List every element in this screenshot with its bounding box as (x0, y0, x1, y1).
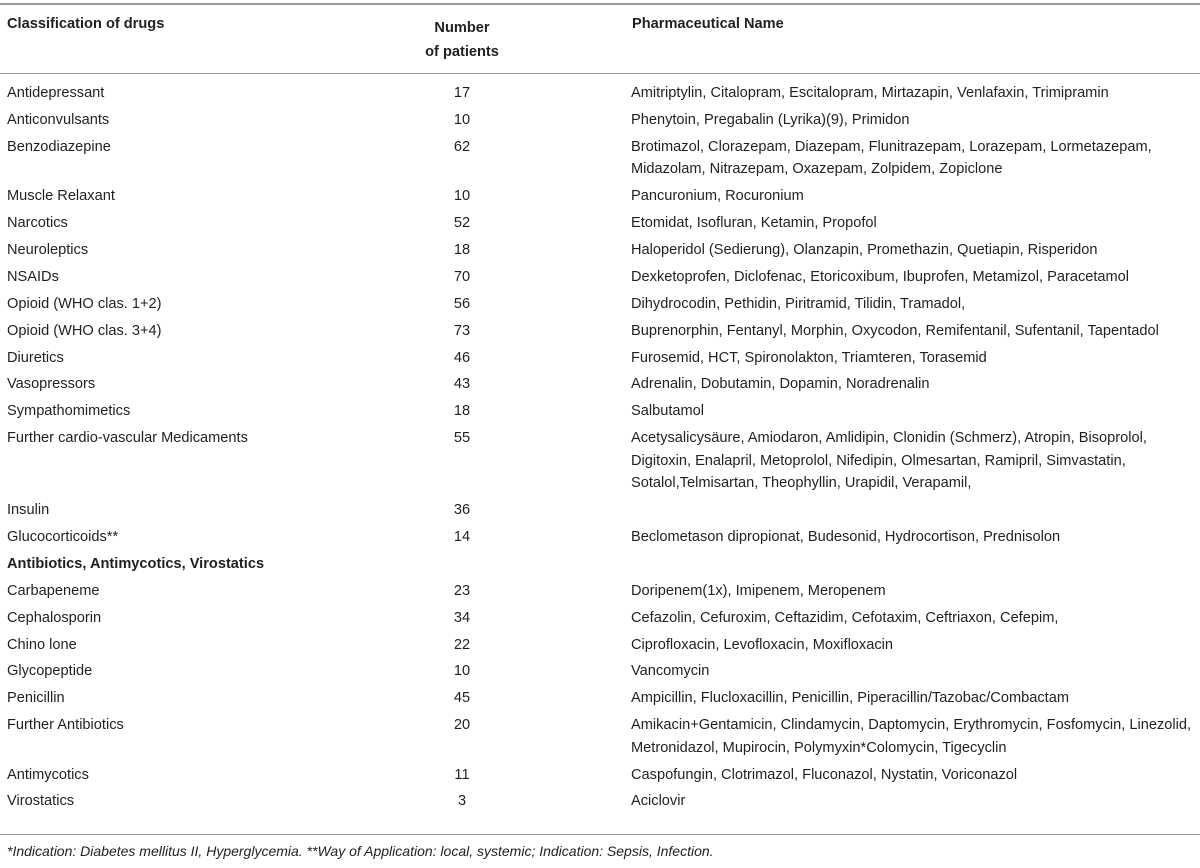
cell-pharmaceutical-name: Amitriptylin, Citalopram, Escitalopram, Mirtazapin, Venlafaxin, Trimipramin (631, 85, 1109, 101)
cell-classification: Further cardio-vascular Medicaments (7, 430, 248, 447)
table-row (0, 400, 1200, 423)
cell-pharmaceutical-name: Amikacin+Gentamicin, Clindamycin, Daptomycin, Erythromycin, Fosfomycin, Linezolid, Metronidazol, Mupirocin, Polymyxin*Colomycin, Tigecyclin (631, 717, 1192, 756)
cell-pharmaceutical-name: Dihydrocodin, Pethidin, Piritramid, Tilidin, Tramadol, (631, 295, 966, 312)
cell-number-of-patients: 10 (453, 188, 471, 205)
cell-pharmaceutical-name: Acetysalicysäure, Amiodaron, Amlidipin, Clonidin (Schmerz), Atropin, Bisoprolol, Digitoxin, Enalapril, Metoprolol, Nifedipin, Olmesartan, Ramipril, Simvastatin, Sotalol,Telmisartan, Theophyllin, Urapidil, Verapamil, (631, 430, 1147, 492)
table-row (0, 320, 1200, 343)
table-row (0, 499, 1200, 522)
cell-pharmaceutical-name: Aciclovir (631, 793, 686, 810)
table-row (0, 687, 1200, 710)
cell-pharmaceutical-name: Haloperidol (Sedierung), Olanzapin, Promethazin, Quetiapin, Risperidon (631, 241, 1098, 258)
table-row (0, 239, 1200, 262)
cell-pharmaceutical-name (631, 499, 1197, 522)
table-header-rule (0, 73, 1200, 74)
table-body (0, 82, 1200, 817)
cell-pharmaceutical-name: Dexketoprofen, Diclofenac, Etoricoxibum, Ibuprofen, Metamizol, Paracetamol (631, 268, 1130, 285)
cell-number-of-patients: 10 (453, 663, 471, 680)
header-patients-line2: of patients (425, 44, 499, 60)
cell-number-of-patients: 22 (453, 636, 471, 653)
cell-number-of-patients: 20 (453, 717, 471, 734)
cell-classification: Benzodiazepine (7, 138, 111, 155)
cell-number-of-patients: 10 (453, 111, 471, 128)
table-bottom-rule (0, 834, 1200, 835)
cell-number-of-patients: 23 (453, 582, 471, 599)
cell-number-of-patients: 43 (453, 376, 471, 393)
table-row (0, 634, 1200, 657)
header-pharmaceutical-name: Pharmaceutical Name (632, 16, 784, 32)
cell-classification: Further Antibiotics (7, 717, 124, 734)
cell-classification: Muscle Relaxant (7, 188, 115, 205)
cell-pharmaceutical-name: Ampicillin, Flucloxacillin, Penicillin, Piperacillin/Tazobac/Combactam (631, 690, 1069, 707)
cell-number-of-patients: 46 (453, 349, 471, 366)
cell-pharmaceutical-name: Brotimazol, Clorazepam, Diazepam, Flunitrazepam, Lorazepam, Lormetazepam, Midazolam, Nitrazepam, Oxazepam, Zolpidem, Zopiclone (631, 138, 1152, 178)
cell-pharmaceutical-name: Caspofungin, Clotrimazol, Fluconazol, Nystatin, Voriconazol (631, 766, 1018, 783)
table-row (0, 373, 1200, 396)
cell-classification: NSAIDs (7, 268, 59, 285)
cell-classification: Neuroleptics (7, 241, 89, 258)
cell-pharmaceutical-name: Phenytoin, Pregabalin (Lyrika)(9), Primidon (631, 111, 910, 128)
cell-number-of-patients: 55 (453, 430, 471, 447)
header-number-of-patients (401, 16, 523, 64)
cell-classification: Chino lone (7, 636, 77, 653)
table-row (0, 764, 1200, 787)
cell-number-of-patients: 56 (453, 295, 471, 312)
cell-number-of-patients: 34 (453, 609, 471, 626)
cell-number-of-patients: 36 (453, 502, 471, 519)
table-row (0, 427, 1200, 495)
table-row (0, 580, 1200, 603)
table-footnote: *Indication: Diabetes mellitus II, Hyperglycemia. **Way of Application: local, systemic; Indication: Sepsis, Infection. (7, 843, 714, 859)
cell-number-of-patients: 14 (453, 528, 471, 545)
cell-pharmaceutical-name: Doripenem(1x), Imipenem, Meropenem (631, 582, 886, 599)
cell-classification: Antimycotics (7, 766, 89, 783)
table-row (0, 660, 1200, 683)
cell-number-of-patients: 18 (453, 241, 471, 258)
table-row (0, 109, 1200, 132)
cell-number-of-patients: 73 (453, 322, 471, 339)
cell-number-of-patients: 11 (454, 766, 470, 783)
cell-classification: Sympathomimetics (7, 403, 131, 420)
table-top-rule (0, 3, 1200, 5)
cell-classification: Glucocorticoids** (7, 528, 119, 545)
header-patients-line1: Number (434, 20, 490, 36)
cell-number-of-patients: 70 (453, 268, 471, 285)
table-row (0, 714, 1200, 759)
cell-number-of-patients: 3 (457, 793, 467, 810)
table-row (0, 82, 1200, 105)
cell-pharmaceutical-name: Buprenorphin, Fentanyl, Morphin, Oxycodon, Remifentanil, Sufentanil, Tapentadol (631, 322, 1159, 339)
cell-pharmaceutical-name: Beclometason dipropionat, Budesonid, Hydrocortison, Prednisolon (631, 528, 1061, 545)
cell-number-of-patients: 52 (453, 215, 471, 232)
cell-number-of-patients: 18 (453, 403, 471, 420)
table-row (0, 526, 1200, 549)
cell-classification: Glycopeptide (7, 663, 93, 680)
section-heading-row (0, 553, 1200, 576)
cell-pharmaceutical-name: Pancuronium, Rocuronium (631, 188, 804, 205)
cell-pharmaceutical-name: Cefazolin, Cefuroxim, Ceftazidim, Cefotaxim, Ceftriaxon, Cefepim, (631, 609, 1059, 626)
cell-classification: Virostatics (7, 793, 75, 810)
cell-classification: Diuretics (7, 349, 64, 366)
table-row (0, 347, 1200, 370)
table-row (0, 607, 1200, 630)
cell-number-of-patients: 45 (453, 690, 471, 707)
table-header (0, 16, 1200, 68)
cell-pharmaceutical-name: Furosemid, HCT, Spironolakton, Triamteren, Torasemid (631, 349, 987, 366)
cell-number-of-patients: 62 (453, 138, 471, 155)
table-row (0, 136, 1200, 181)
cell-pharmaceutical-name: Salbutamol (631, 403, 705, 420)
table-row (0, 266, 1200, 289)
cell-number-of-patients: 17 (453, 85, 471, 101)
table-row (0, 212, 1200, 235)
cell-pharmaceutical-name: Etomidat, Isofluran, Ketamin, Propofol (631, 215, 877, 232)
cell-classification: Opioid (WHO clas. 1+2) (7, 295, 162, 312)
cell-classification: Carbapeneme (7, 582, 100, 599)
header-classification: Classification of drugs (7, 16, 165, 32)
cell-pharmaceutical-name: Adrenalin, Dobutamin, Dopamin, Noradrenalin (631, 376, 930, 393)
table-row (0, 293, 1200, 316)
cell-pharmaceutical-name: Vancomycin (631, 663, 710, 680)
cell-classification: Penicillin (7, 690, 65, 707)
cell-classification: Opioid (WHO clas. 3+4) (7, 322, 162, 339)
table-row (0, 790, 1200, 813)
cell-classification: Anticonvulsants (7, 111, 110, 128)
cell-classification: Antibiotics, Antimycotics, Virostatics (7, 555, 265, 572)
cell-classification: Narcotics (7, 215, 68, 232)
cell-classification: Cephalosporin (7, 609, 102, 626)
cell-pharmaceutical-name: Ciprofloxacin, Levofloxacin, Moxifloxacin (631, 636, 893, 653)
table-row (0, 185, 1200, 208)
cell-classification: Insulin (7, 502, 50, 519)
cell-classification: Antidepressant (7, 85, 105, 101)
cell-classification: Vasopressors (7, 376, 96, 393)
cell-pharmaceutical-name (631, 553, 1197, 576)
